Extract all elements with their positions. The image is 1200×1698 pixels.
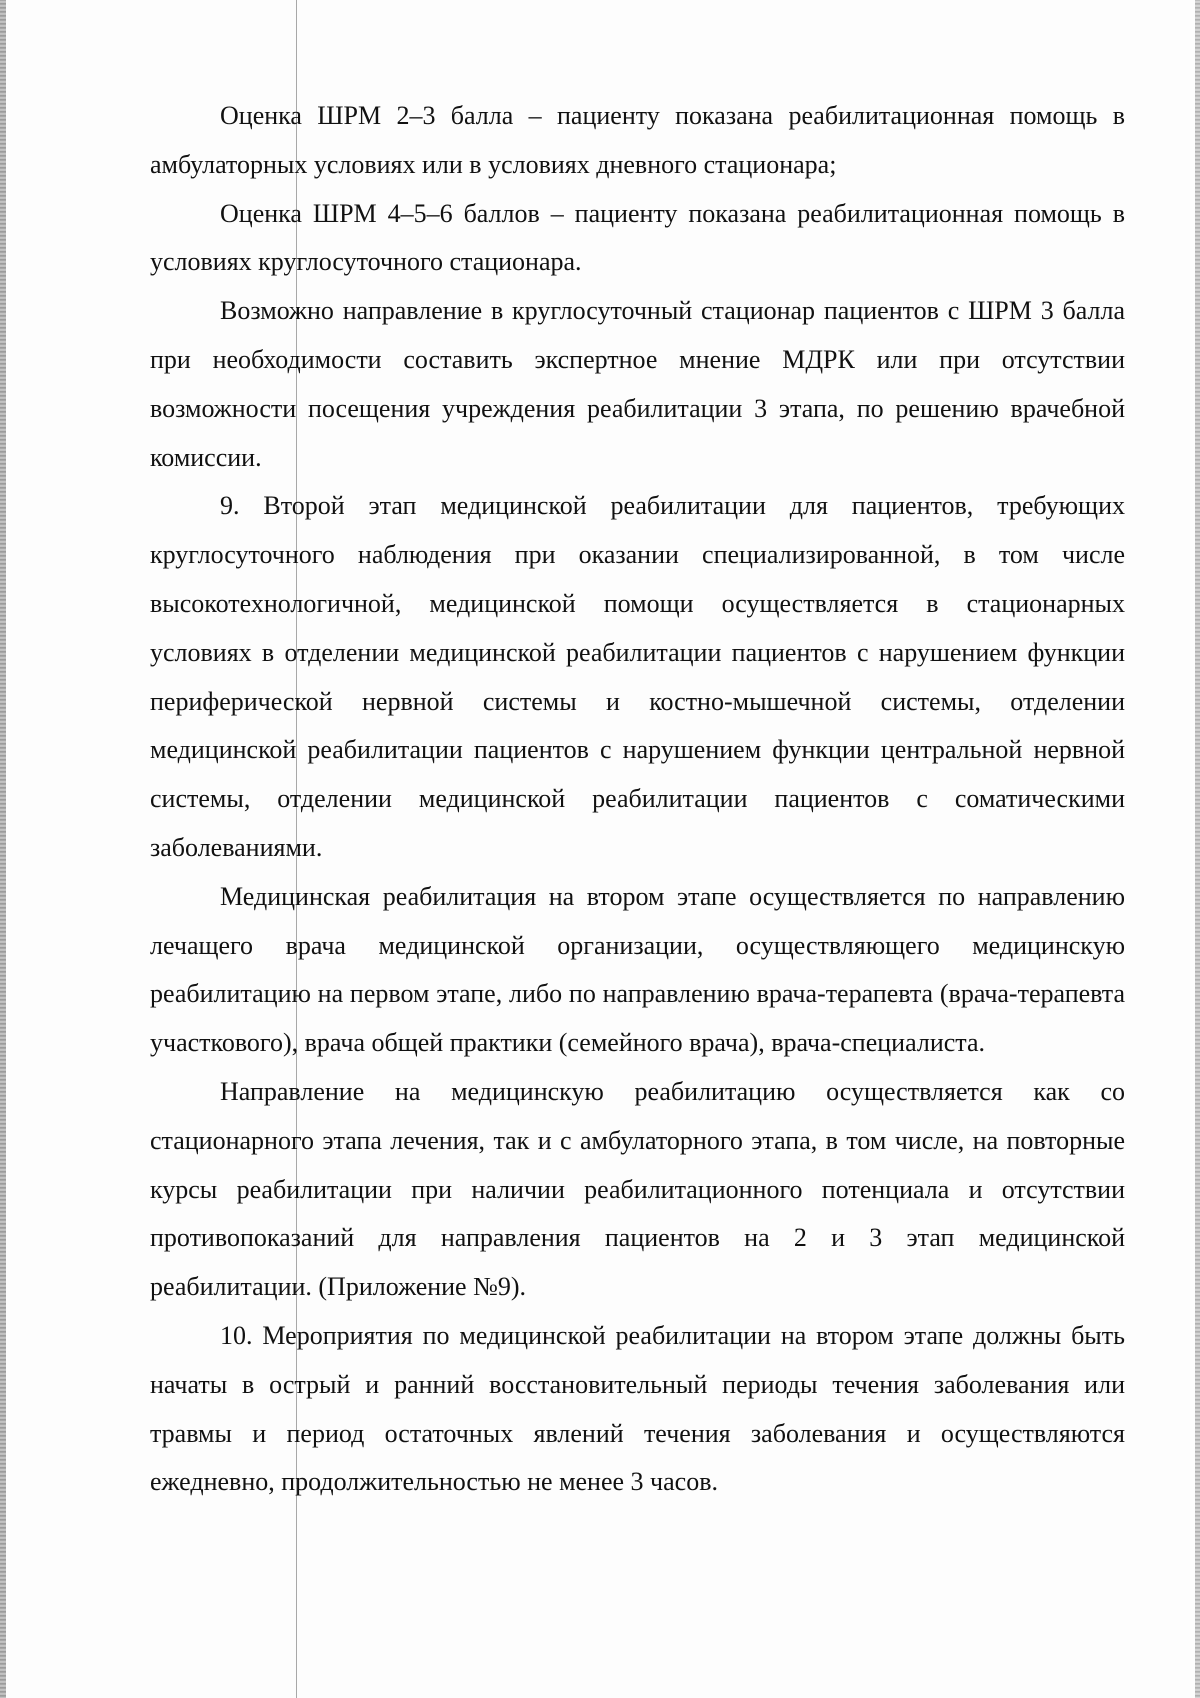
paragraph-item-10: 10. Мероприятия по медицинской реабилитации на втором этапе должны быть начаты в острый и ранний восстановительный периоды течения заболевания или травмы и период остаточных явлений течения заболевания и осуществляются ежедневно, продолжительностью не менее 3 часов. — [150, 1320, 1125, 1497]
paragraph-shrm-4-6: Оценка ШРМ 4–5–6 баллов – пациенту показана реабилитационная помощь в условиях круглосуточного стационара. — [150, 198, 1125, 277]
paragraph-referral-direction: Направление на медицинскую реабилитацию осуществляется как со стационарного этапа лечения, так и с амбулаторного этапа, в том числе, на повторные курсы реабилитации при наличии реабилитационного потенциала и отсутствии противопоказаний для направления пациентов на 2 и 3 этап медицинской реабилитации. (Приложение №9). — [150, 1076, 1125, 1302]
paragraph-item-9: 9. Второй этап медицинской реабилитации для пациентов, требующих круглосуточного наблюдения при оказании специализированной, в том числе высокотехнологичной, медицинской помощи осуществляется в стационарных условиях в отделении медицинской реабилитации пациентов с нарушением функции периферической нервной системы и костно-мышечной системы, отделении медицинской реабилитации пациентов с нарушением функции центральной нервной системы, отделении медицинской реабилитации пациентов с соматическими заболеваниями. — [150, 491, 1125, 862]
scan-edge-right — [1195, 0, 1200, 1698]
scan-edge-left — [0, 0, 6, 1698]
document-body — [150, 92, 1125, 1507]
paragraph-shrm-3-exception: Возможно направление в круглосуточный стационар пациентов с ШРМ 3 балла при необходимости составить экспертное мнение МДРК или при отсутствии возможности посещения учреждения реабилитации 3 этапа, по решению врачебной комиссии. — [150, 296, 1125, 472]
paragraph-second-stage-referral: Медицинская реабилитация на втором этапе осуществляется по направлению лечащего врача медицинской организации, осуществляющего медицинскую реабилитацию на первом этапе, либо по направлению врача-терапевта (врача-терапевта участкового), врача общей практики (семейного врача), врача-специалиста. — [150, 881, 1125, 1058]
paragraph-shrm-2-3: Оценка ШРМ 2–3 балла – пациенту показана реабилитационная помощь в амбулаторных условиях или в условиях дневного стационара; — [150, 101, 1125, 179]
